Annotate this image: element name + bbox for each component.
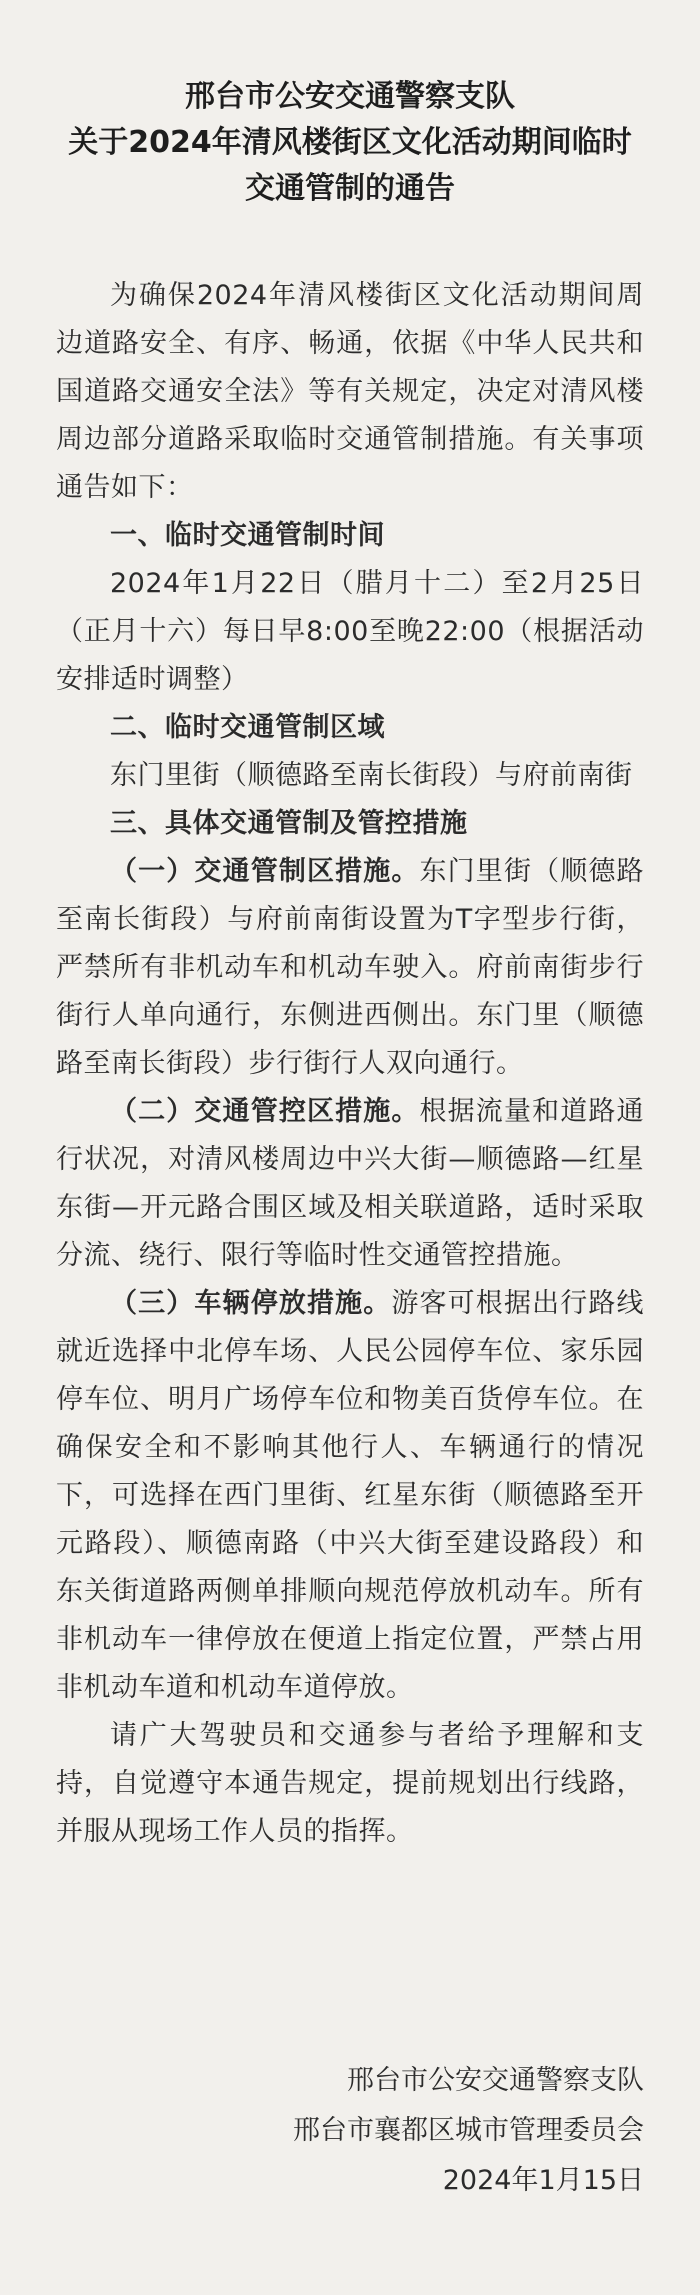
intro-paragraph: 为确保2024年清风楼街区文化活动期间周边道路安全、有序、畅通，依据《中华人民共和国道路交通安全法》等有关规定，决定对清风楼周边部分道路采取临时交通管制措施。有关事项通告如下： (56, 280, 644, 503)
notice-title (56, 74, 644, 212)
measure-item-management-zone (56, 1088, 644, 1280)
measure-text: 东门里街（顺德路至南长街段）与府前南街设置为T字型步行街，严禁所有非机动车和机动车驶入。府前南街步行街行人单向通行，东侧进西侧出。东门里（顺德路至南长街段）步行街行人双向通行。 (56, 856, 645, 1079)
section-heading-time: 一、临时交通管制时间 (110, 520, 385, 551)
title-line-1: 邢台市公安交通警察支队 (185, 79, 515, 114)
title-line-2: 关于2024年清风楼街区文化活动期间临时 (68, 125, 632, 160)
notice-body (56, 272, 644, 1856)
section-heading-area: 二、临时交通管制区域 (110, 712, 385, 743)
signature-org-city-management: 邢台市襄都区城市管理委员会 (293, 2115, 644, 2146)
section-body-time: 2024年1月22日（腊月十二）至2月25日（正月十六）每日早8:00至晚22:00（根据活动安排适时调整） (56, 568, 644, 695)
title-line-3: 交通管制的通告 (245, 171, 455, 206)
measure-lead: （二）交通管控区措施。 (110, 1096, 420, 1127)
signature-block (293, 2056, 644, 2206)
measure-lead: （三）车辆停放措施。 (110, 1288, 392, 1319)
section-body-area: 东门里街（顺德路至南长街段）与府前南街 (110, 760, 633, 791)
signature-date: 2024年1月15日 (442, 2165, 644, 2196)
closing-paragraph: 请广大驾驶员和交通参与者给予理解和支持，自觉遵守本通告规定，提前规划出行线路，并服从现场工作人员的指挥。 (56, 1720, 644, 1847)
measure-item-parking (56, 1280, 644, 1712)
section-heading-measures: 三、具体交通管制及管控措施 (110, 808, 468, 839)
measure-text: 游客可根据出行路线就近选择中北停车场、人民公园停车位、家乐园停车位、明月广场停车位和物美百货停车位。在确保安全和不影响其他行人、车辆通行的情况下，可选择在西门里街、红星东街（顺德路至开元路段）、顺德南路（中兴大街至建设路段）和东关街道路两侧单排顺向规范停放机动车。所有非机动车一律停放在便道上指定位置，严禁占用非机动车道和机动车道停放。 (56, 1288, 645, 1703)
measure-item-control-zone (56, 848, 644, 1088)
measure-text: 根据流量和道路通行状况，对清风楼周边中兴大街—顺德路—红星东街—开元路合围区域及相关联道路，适时采取分流、绕行、限行等临时性交通管控措施。 (56, 1096, 645, 1271)
signature-org-traffic-police: 邢台市公安交通警察支队 (347, 2065, 644, 2096)
measure-lead: （一）交通管制区措施。 (110, 856, 420, 887)
